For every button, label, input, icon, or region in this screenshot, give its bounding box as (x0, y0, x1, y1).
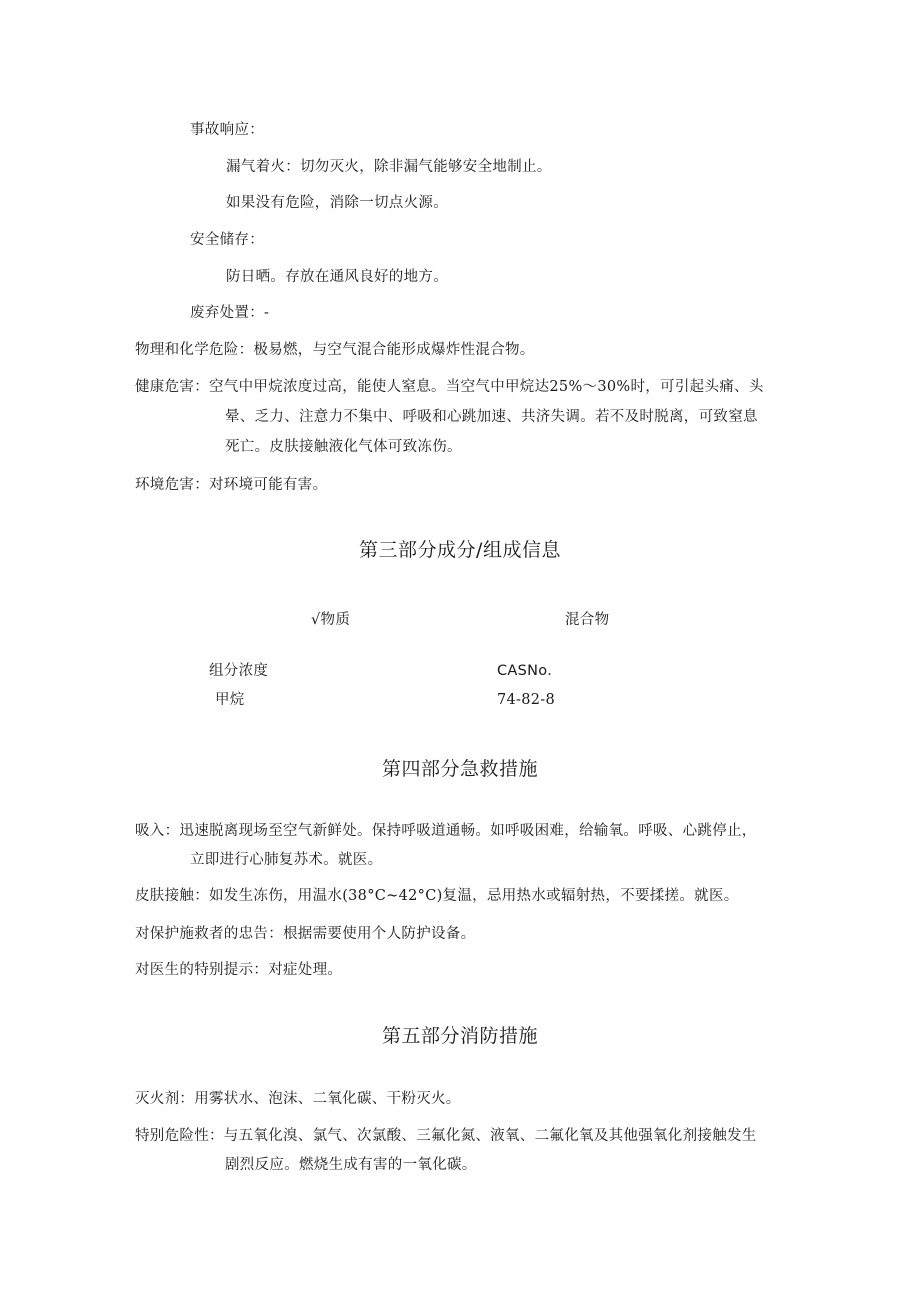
health-hazard-line-3: 死亡。皮肤接触液化气体可致冻伤。 (225, 439, 462, 455)
col-header-cas: CASNo. (497, 663, 553, 679)
substance-option: √物质 (311, 612, 351, 628)
accident-response-line-2: 如果没有危险，消除一切点火源。 (226, 195, 448, 211)
skin-contact: 皮肤接触：如发生冻伤，用温水(38°C~42°C)复温，忌用热水或辐射热，不要揉搓。就医。 (135, 888, 739, 904)
section3-title: 第三部分成分/组成信息 (359, 539, 561, 561)
accident-response-line-1: 漏气着火：切勿灭火，除非漏气能够安全地制止。 (226, 159, 552, 175)
health-hazard-line-1: 健康危害：空气中甲烷浓度过高，能使人窒息。当空气中甲烷达25%～30%时，可引起头痛、头 (135, 379, 764, 395)
special-hazard-line-1: 特别危险性：与五氧化溴、氯气、次氯酸、三氟化氮、液氧、二氟化氧及其他强氧化剂接触发生 (135, 1128, 757, 1144)
physical-chemical-hazard: 物理和化学危险：极易燃，与空气混合能形成爆炸性混合物。 (135, 342, 535, 358)
doctor-note: 对医生的特别提示：对症处理。 (135, 962, 343, 978)
table-cell-name: 甲烷 (215, 692, 245, 708)
inhalation-line-2: 立即进行心肺复苏术。就医。 (190, 852, 383, 868)
health-hazard-line-2: 晕、乏力、注意力不集中、呼吸和心跳加速、共济失调。若不及时脱离，可致窒息 (225, 409, 758, 425)
extinguishing-agent: 灭火剂：用雾状水、泡沫、二氧化碳、干粉灭火。 (135, 1091, 461, 1107)
safe-storage-line-1: 防日晒。存放在通风良好的地方。 (226, 269, 448, 285)
inhalation-line-1: 吸入：迅速脱离现场至空气新鲜处。保持呼吸道通畅。如呼吸困难，给输氧。呼吸、心跳停止， (135, 823, 757, 839)
section5-title: 第五部分消防措施 (381, 1025, 538, 1047)
special-hazard-line-2: 剧烈反应。燃烧生成有害的一氧化碳。 (225, 1157, 477, 1173)
rescuer-advice: 对保护施救者的忠告：根据需要使用个人防护设备。 (135, 926, 476, 942)
col-header-concentration: 组分浓度 (209, 663, 269, 679)
environment-hazard: 环境危害：对环境可能有害。 (135, 477, 328, 493)
accident-response-label: 事故响应： (190, 122, 264, 138)
safe-storage-label: 安全储存： (190, 232, 264, 248)
mixture-option: 混合物 (565, 612, 610, 628)
section4-title: 第四部分急救措施 (381, 758, 538, 780)
disposal-line: 废弃处置：- (190, 305, 270, 321)
table-cell-cas: 74-82-8 (497, 692, 556, 708)
